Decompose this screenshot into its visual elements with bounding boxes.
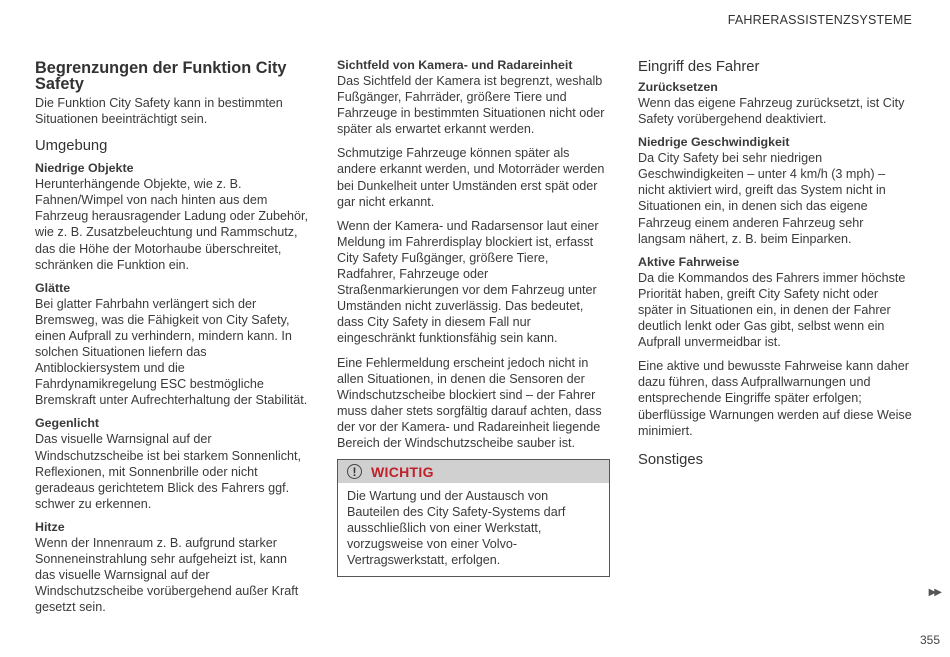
heading-eingriff: Eingriff des Fahrer [638, 59, 760, 75]
warning-box [337, 459, 610, 576]
page-title: Begrenzungen der Funktion City Safety [35, 59, 287, 93]
warning-text: Die Wartung und der Austausch von Bauteilen des City Safety-Systems darf ausschließlich von einer Werkstatt, vorzugsweise von einer Volvo-Vertragswerkstatt, erfolgen. [347, 489, 566, 568]
paragraph: Schmutzige Fahrzeuge können später als andere erkannt werden, und Motorräder werden bei Dunkelheit unter Umständen erst spät oder gar nicht erkannt. [337, 146, 605, 209]
heading-sonstiges: Sonstiges [638, 451, 703, 468]
text-hitze: Wenn der Innenraum z. B. aufgrund starker Sonneneinstrahlung sehr aufgeheizt ist, kann das visuelle Warnsignal auf der Windschutzscheibe vorübergehend außer Kraft gesetzt sein. [35, 535, 299, 615]
subheading-zuruecksetzen: Zurücksetzen [638, 80, 718, 94]
text-gegenlicht: Das visuelle Warnsignal auf der Windschutzscheibe ist bei starkem Sonnenlicht, Reflexionen, mit Sonnenbrille oder nicht geradeaus gerichtetem Blick des Fahrers ggf. schwer zu erkennen. [35, 432, 301, 511]
subheading-niedrige-geschwindigkeit: Niedrige Geschwindigkeit [638, 135, 790, 150]
subheading-glaette: Glätte [35, 280, 71, 295]
intro-text: Die Funktion City Safety kann in bestimmten Situationen beeinträchtigt sein. [35, 96, 283, 127]
text-niedrige-geschwindigkeit: Da City Safety bei sehr niedrigen Geschwindigkeiten – unter 4 km/h (3 mph) – nicht aktiviert wird, greift das System nicht in Situationen ein, in denen sich das eigene Fahrzeug einem anderen Fahrzeug sehr langsam nähert, z. B. beim Einparken. [638, 151, 886, 246]
continue-arrow-icon: ▶▶ [928, 587, 940, 598]
text-zuruecksetzen: Wenn das eigene Fahrzeug zurücksetzt, ist City Safety vorübergehend deaktiviert. [638, 96, 905, 127]
page-number: 355 [919, 633, 940, 647]
paragraph: Wenn der Kamera- und Radarsensor laut einer Meldung im Fahrerdisplay blockiert ist, erfasst City Safety Fußgänger, größere Tiere, Radfahrer, Fahrzeuge oder Straßenmarkierungen vor dem Fahrzeug unter Umständen nicht zuverlässig. Das bedeutet, dass City Safety in diesem Fall nur eingeschränkt funktionsfähig sein kann. [337, 218, 599, 346]
column-right [638, 58, 912, 475]
text-aktive-fahrweise: Da die Kommandos des Fahrers immer höchste Priorität haben, greift City Safety nicht oder später in Situationen ein, in denen der Fahrer deutlich lenkt oder Gas gibt, selbst wenn ein Aufprall unvermeidbar ist. [638, 270, 906, 350]
subheading-niedrige-objekte: Niedrige Objekte [35, 161, 134, 176]
paragraph: Eine Fehlermeldung erscheint jedoch nicht in allen Situationen, in denen die Sensoren der Windschutzscheibe blockiert sind – der Fahrer muss daher stets sorgfältig darauf achten, dass der vor der Kamera- und Radareinheit liegende Bereich der Windschutzscheibe sauber ist. [337, 355, 602, 450]
subheading-sichtfeld: Sichtfeld von Kamera- und Radareinheit [337, 58, 573, 72]
text-glaette: Bei glatter Fahrbahn verlängert sich der Bremsweg, was die Fähigkeit von City Safety, einen Aufprall zu verhindern, mindern kann. In solchen Situationen liefern das Antiblockiersystem und die Fahrdynamikregelung ESC bestmögliche Bremskraft unter Aufrechterhaltung der Stabilität. [35, 296, 308, 408]
text-niedrige-objekte: Herunterhängende Objekte, wie z. B. Fahnen/Wimpel von nach hinten aus dem Fahrzeug herausragender Ladung oder Zubehör, wie z. B. Zusatzbeleuchtung und Rammschutz, das die Höhe der Motorhaube überschreitet, schränken die Funktion ein. [35, 177, 309, 272]
exclamation-icon: ! [347, 464, 362, 479]
column-left [35, 58, 310, 623]
text-aktive-fahrweise-extra: Eine aktive und bewusste Fahrweise kann daher dazu führen, dass Aufprallwarnungen und entsprechende Eingriffe später erfolgen; überflüssige Warnungen werden auf diese Weise minimiert. [638, 359, 912, 438]
heading-umgebung: Umgebung [35, 138, 108, 155]
subheading-gegenlicht: Gegenlicht [35, 416, 100, 431]
paragraph: Das Sichtfeld der Kamera ist begrenzt, weshalb Fußgänger, Fahrräder, größere Tiere und Fahrzeuge in bestimmten Situationen nicht oder später als erwartet erkannt werden. [337, 74, 605, 137]
column-middle [337, 58, 610, 577]
subheading-hitze: Hitze [35, 519, 65, 534]
subheading-aktive-fahrweise: Aktive Fahrweise [638, 254, 740, 269]
warning-header [338, 460, 609, 483]
warning-title: WICHTIG [371, 463, 434, 480]
section-header: FAHRERASSISTENZSYSTEME [727, 13, 912, 27]
